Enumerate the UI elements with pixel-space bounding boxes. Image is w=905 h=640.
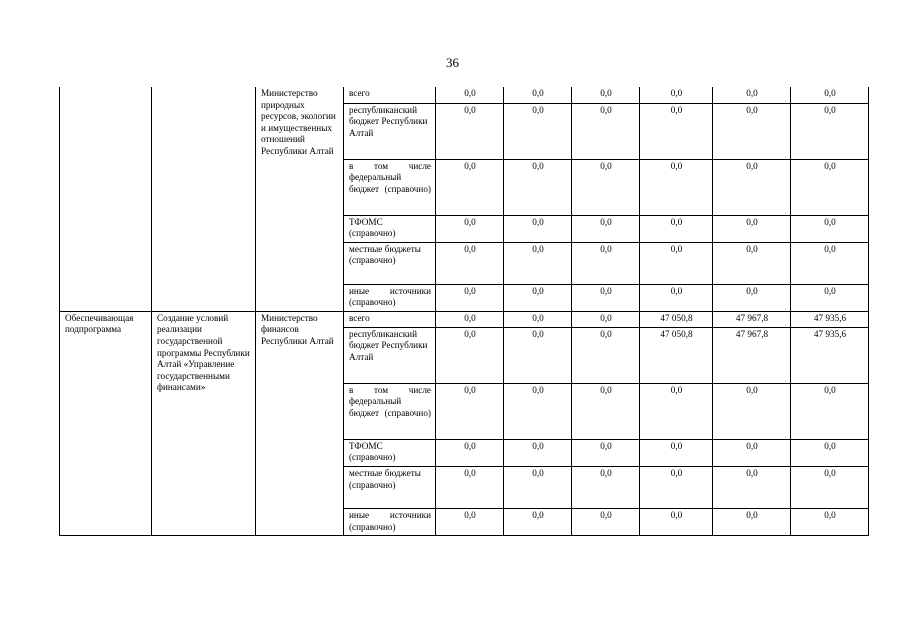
table-row xyxy=(60,311,869,327)
value-cell: 0,0 xyxy=(640,242,713,284)
value-cell: 0,0 xyxy=(504,284,572,311)
value-cell: 0,0 xyxy=(436,311,504,327)
value-cell: 0,0 xyxy=(572,87,640,103)
funding-source-cell: всего xyxy=(344,311,436,327)
value-cell: 0,0 xyxy=(504,242,572,284)
value-cell: 0,0 xyxy=(436,509,504,536)
funding-source-cell: республиканский бюджет Республики Алтай xyxy=(344,327,436,383)
value-cell: 0,0 xyxy=(504,311,572,327)
value-cell: 0,0 xyxy=(436,215,504,242)
value-cell: 0,0 xyxy=(713,215,791,242)
value-cell: 0,0 xyxy=(713,87,791,103)
value-cell: 0,0 xyxy=(713,467,791,509)
value-cell: 47 935,6 xyxy=(791,327,869,383)
funding-source-cell: всего xyxy=(344,87,436,103)
value-cell: 0,0 xyxy=(640,284,713,311)
value-cell: 0,0 xyxy=(640,439,713,466)
value-cell: 0,0 xyxy=(791,159,869,215)
value-cell: 0,0 xyxy=(572,284,640,311)
table-body xyxy=(60,87,869,536)
value-cell: 0,0 xyxy=(713,284,791,311)
value-cell: 0,0 xyxy=(791,215,869,242)
activity-cell: Создание условий реализации государственной программы Республики Алтай «Управление государственными финансами» xyxy=(152,311,256,535)
value-cell: 47 050,8 xyxy=(640,327,713,383)
value-cell: 0,0 xyxy=(504,159,572,215)
value-cell: 0,0 xyxy=(504,87,572,103)
value-cell: 0,0 xyxy=(791,103,869,159)
value-cell: 0,0 xyxy=(713,159,791,215)
value-cell: 0,0 xyxy=(791,383,869,439)
budget-table xyxy=(59,87,869,536)
funding-source-cell: иные источники (справочно) xyxy=(344,509,436,536)
value-cell: 0,0 xyxy=(504,327,572,383)
value-cell: 0,0 xyxy=(713,509,791,536)
value-cell: 0,0 xyxy=(436,242,504,284)
value-cell: 47 935,6 xyxy=(791,311,869,327)
value-cell: 0,0 xyxy=(436,159,504,215)
funding-source-cell: ТФОМС (справочно) xyxy=(344,215,436,242)
value-cell: 0,0 xyxy=(640,467,713,509)
funding-source-cell: республиканский бюджет Республики Алтай xyxy=(344,103,436,159)
value-cell: 0,0 xyxy=(436,327,504,383)
page-number: 36 xyxy=(446,55,459,70)
funding-source-cell: ТФОМС (справочно) xyxy=(344,439,436,466)
activity-cell xyxy=(152,87,256,311)
value-cell: 0,0 xyxy=(640,159,713,215)
subprogram-cell xyxy=(60,87,152,311)
value-cell: 0,0 xyxy=(504,467,572,509)
value-cell: 0,0 xyxy=(713,383,791,439)
funding-source-cell: местные бюджеты (справочно) xyxy=(344,467,436,509)
value-cell: 0,0 xyxy=(640,87,713,103)
value-cell: 0,0 xyxy=(791,439,869,466)
value-cell: 0,0 xyxy=(572,103,640,159)
value-cell: 0,0 xyxy=(504,509,572,536)
value-cell: 0,0 xyxy=(436,383,504,439)
value-cell: 0,0 xyxy=(713,103,791,159)
executor-cell: Министерство финансов Республики Алтай xyxy=(256,311,344,535)
value-cell: 0,0 xyxy=(713,242,791,284)
value-cell: 0,0 xyxy=(791,242,869,284)
value-cell: 0,0 xyxy=(436,87,504,103)
value-cell: 0,0 xyxy=(572,383,640,439)
value-cell: 0,0 xyxy=(436,103,504,159)
value-cell: 47 967,8 xyxy=(713,311,791,327)
value-cell: 0,0 xyxy=(572,327,640,383)
value-cell: 0,0 xyxy=(791,509,869,536)
value-cell: 0,0 xyxy=(572,467,640,509)
funding-source-cell: местные бюджеты (справочно) xyxy=(344,242,436,284)
value-cell: 0,0 xyxy=(504,383,572,439)
value-cell: 0,0 xyxy=(572,159,640,215)
value-cell: 0,0 xyxy=(572,215,640,242)
value-cell: 0,0 xyxy=(572,509,640,536)
value-cell: 0,0 xyxy=(640,383,713,439)
executor-cell: Министерство природных ресурсов, экологии и имущественных отношений Республики Алтай xyxy=(256,87,344,311)
value-cell: 0,0 xyxy=(504,439,572,466)
subprogram-cell: Обеспечивающая подпрограмма xyxy=(60,311,152,535)
value-cell: 0,0 xyxy=(572,439,640,466)
value-cell: 0,0 xyxy=(791,467,869,509)
value-cell: 0,0 xyxy=(504,215,572,242)
value-cell: 0,0 xyxy=(436,284,504,311)
value-cell: 0,0 xyxy=(504,103,572,159)
funding-source-cell: в том числе федеральный бюджет (справочно) xyxy=(344,383,436,439)
value-cell: 0,0 xyxy=(572,242,640,284)
value-cell: 0,0 xyxy=(640,509,713,536)
value-cell: 0,0 xyxy=(572,311,640,327)
value-cell: 0,0 xyxy=(640,103,713,159)
value-cell: 0,0 xyxy=(791,87,869,103)
value-cell: 0,0 xyxy=(640,215,713,242)
value-cell: 0,0 xyxy=(436,439,504,466)
value-cell: 0,0 xyxy=(791,284,869,311)
value-cell: 47 967,8 xyxy=(713,327,791,383)
value-cell: 0,0 xyxy=(436,467,504,509)
value-cell: 0,0 xyxy=(713,439,791,466)
table-row xyxy=(60,87,869,103)
funding-source-cell: в том числе федеральный бюджет (справочно) xyxy=(344,159,436,215)
funding-source-cell: иные источники (справочно) xyxy=(344,284,436,311)
value-cell: 47 050,8 xyxy=(640,311,713,327)
